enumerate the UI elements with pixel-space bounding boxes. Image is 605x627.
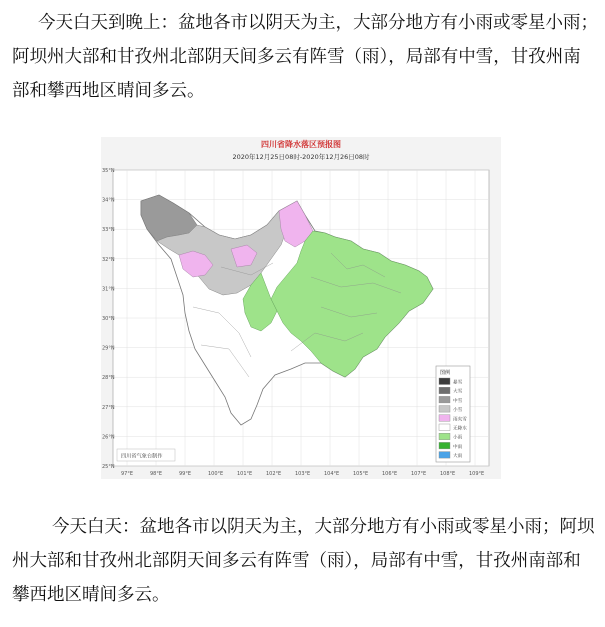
lon-label: 102°E (266, 471, 282, 477)
lon-label: 106°E (382, 471, 398, 477)
legend-title: 图例 (440, 370, 451, 376)
legend-label: 小雨 (453, 435, 463, 441)
lat-label: 34°N (102, 197, 115, 204)
lon-label: 105°E (353, 471, 369, 477)
lat-label: 35°N (102, 168, 115, 174)
lat-label: 27°N (102, 404, 115, 411)
lon-label: 107°E (411, 471, 427, 477)
legend-swatch (439, 424, 450, 431)
lon-label: 109°E (469, 471, 485, 477)
map-subtitle: 2020年12月25日08时-2020年12月26日08时 (232, 153, 370, 161)
forecast-paragraph-full-day: 今天白天到晚上：盆地各市以阴天为主，大部分地方有小雨或零星小雨；阿坝州大部和甘孜州北部阴天间多云有阵雪（雨），局部有中雪，甘孜州南部和攀西地区晴间多云。 (12, 13, 598, 101)
lon-label: 104°E (324, 471, 340, 477)
map-credit: 四川省气象台制作 (121, 453, 163, 460)
precipitation-forecast-map (101, 137, 501, 479)
lon-label: 100°E (208, 471, 224, 477)
lat-label: 25°N (102, 464, 115, 470)
legend-label: 小雪 (453, 408, 463, 414)
legend-swatch (439, 433, 450, 440)
legend-label: 无降水 (453, 426, 467, 432)
map-svg (101, 137, 501, 479)
legend-swatch (439, 378, 450, 385)
legend-swatch (439, 406, 450, 413)
lon-label: 103°E (295, 471, 311, 477)
legend-swatch (439, 396, 450, 403)
lat-label: 26°N (102, 434, 115, 441)
map-title: 四川省降水落区预报图 (261, 140, 341, 149)
legend-label: 雨夹雪 (453, 417, 467, 423)
lon-label: 98°E (150, 471, 163, 477)
lon-label: 101°E (237, 471, 253, 477)
lon-label: 108°E (440, 471, 456, 477)
map-legend (436, 366, 470, 462)
legend-swatch (439, 415, 450, 422)
legend-label: 暴雪 (453, 380, 463, 386)
legend-label: 大雪 (453, 389, 463, 395)
lon-label: 97°E (121, 471, 134, 477)
lat-label: 32°N (102, 256, 115, 263)
legend-swatch (439, 442, 450, 449)
lat-label: 29°N (102, 345, 115, 352)
lat-label: 30°N (102, 316, 115, 322)
lat-label: 31°N (102, 286, 115, 293)
legend-swatch (439, 452, 450, 459)
lat-label: 33°N (102, 227, 115, 234)
lon-label: 99°E (179, 471, 192, 477)
legend-label: 中雨 (453, 444, 463, 450)
legend-swatch (439, 387, 450, 394)
legend-label: 中雪 (453, 398, 463, 404)
forecast-paragraph-daytime: 今天白天：盆地各市以阴天为主，大部分地方有小雨或零星小雨；阿坝州大部和甘孜州北部阴天间多云有阵雪（雨），局部有中雪，甘孜州南部和攀西地区晴间多云。 (12, 517, 595, 605)
lat-label: 28°N (102, 375, 115, 382)
legend-label: 大雨 (453, 454, 463, 460)
